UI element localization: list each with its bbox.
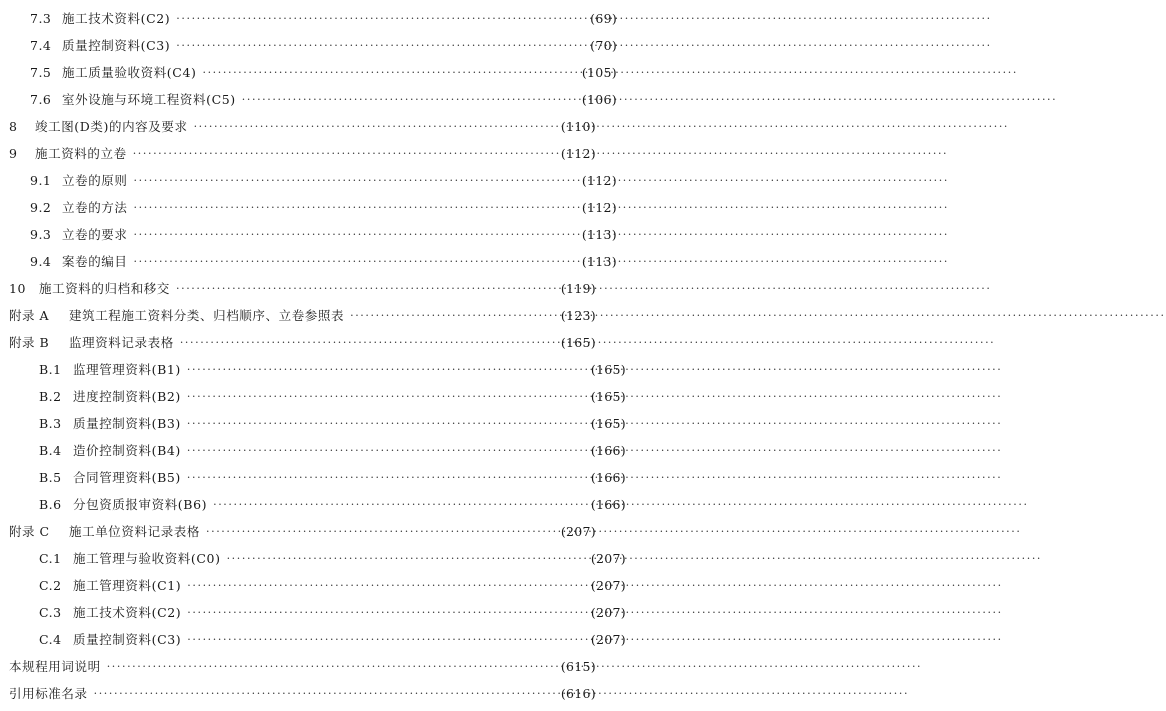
toc-entry-title: 施工资料的归档和移交 (39, 281, 171, 296)
dot-leader (242, 90, 567, 110)
toc-entry-title: 建筑工程施工资料分类、归档顺序、立卷参照表 (69, 308, 345, 323)
toc-entry-appendix-a[interactable] (0, 306, 604, 326)
toc-entry-number: B.4 (39, 443, 62, 458)
dot-leader (134, 171, 567, 191)
toc-entry-page: (105) (581, 65, 617, 80)
toc-entry-number: B.1 (39, 362, 62, 377)
toc-entry-cited-standards[interactable] (0, 684, 604, 704)
toc-entry-c-4[interactable] (0, 630, 634, 650)
toc-entry-page: (165) (590, 416, 626, 431)
toc-entry-number: B.6 (39, 497, 62, 512)
dot-leader (227, 549, 576, 569)
toc-entry-page: (207) (590, 578, 626, 593)
toc-entry-title: 合同管理资料(B5) (73, 470, 181, 485)
toc-entry-number: 7.5 (30, 65, 52, 80)
toc-entry-number: C.4 (39, 632, 62, 647)
toc-entry-title: 施工技术资料(C2) (62, 11, 171, 26)
toc-entry-appendix-b[interactable] (0, 333, 604, 353)
toc-entry-c-3[interactable] (0, 603, 634, 623)
toc-entry-b-4[interactable] (0, 441, 634, 461)
toc-entry-title: 竣工图(D类)的内容及要求 (35, 119, 188, 134)
toc-entry-number: 附录 C (9, 524, 50, 539)
dot-leader (187, 576, 576, 596)
toc-entry-page: (616) (560, 686, 596, 701)
toc-entry-b-1[interactable] (0, 360, 634, 380)
toc-entry-title: 施工资料的立卷 (35, 146, 127, 161)
toc-entry-page: (207) (590, 551, 626, 566)
dot-leader (206, 522, 546, 542)
toc-entry-page: (165) (560, 335, 596, 350)
dot-leader (134, 198, 567, 218)
dot-leader (107, 657, 546, 677)
toc-entry-number: B.3 (39, 416, 62, 431)
dot-leader (187, 360, 576, 380)
toc-entry-c-1[interactable] (0, 549, 634, 569)
toc-entry-page: (166) (590, 443, 626, 458)
toc-entry-title: 立卷的要求 (62, 227, 128, 242)
dot-leader (134, 225, 567, 245)
toc-entry-b-2[interactable] (0, 387, 634, 407)
toc-entry-number: B.2 (39, 389, 62, 404)
toc-entry-9-1[interactable] (0, 171, 625, 191)
toc-entry-b-6[interactable] (0, 495, 634, 515)
toc-entry-title: 进度控制资料(B2) (73, 389, 181, 404)
toc-entry-9-2[interactable] (0, 198, 625, 218)
toc-entry-page: (119) (560, 281, 596, 296)
toc-entry-title: 质量控制资料(C3) (73, 632, 182, 647)
toc-entry-title: 案卷的编目 (62, 254, 128, 269)
toc-entry-title: 立卷的方法 (62, 200, 128, 215)
dot-leader (187, 468, 576, 488)
toc-entry-b-5[interactable] (0, 468, 634, 488)
toc-entry-page: (207) (590, 605, 626, 620)
toc-entry-page: (112) (560, 146, 596, 161)
toc-entry-number: 9.1 (30, 173, 52, 188)
toc-entry-page: (166) (590, 470, 626, 485)
toc-entry-number: 10 (9, 281, 26, 296)
toc-entry-number: C.1 (39, 551, 62, 566)
dot-leader (187, 387, 576, 407)
toc-entry-page: (112) (581, 200, 617, 215)
toc-entry-title: 造价控制资料(B4) (73, 443, 181, 458)
dot-leader (187, 603, 576, 623)
toc-entry-number: 7.4 (30, 38, 52, 53)
toc-entry-c-2[interactable] (0, 576, 634, 596)
toc-entry-number: 9 (9, 146, 18, 161)
toc-entry-page: (165) (590, 389, 626, 404)
toc-entry-number: B.5 (39, 470, 62, 485)
toc-entry-page: (165) (590, 362, 626, 377)
toc-entry-number: C.2 (39, 578, 62, 593)
toc-entry-number: 9.3 (30, 227, 52, 242)
dot-leader (194, 117, 546, 137)
toc-entry-b-3[interactable] (0, 414, 634, 434)
dot-leader (134, 252, 567, 272)
dot-leader (213, 495, 576, 515)
toc-entry-page: (615) (560, 659, 596, 674)
dot-leader (133, 144, 546, 164)
toc-entry-7-3[interactable] (0, 9, 625, 29)
toc-entry-8[interactable] (0, 117, 604, 137)
toc-entry-number: 9.4 (30, 254, 52, 269)
toc-entry-page: (207) (590, 632, 626, 647)
toc-entry-number: 8 (9, 119, 18, 134)
toc-entry-number: 7.3 (30, 11, 52, 26)
toc-entry-number: C.3 (39, 605, 62, 620)
toc-entry-title: 质量控制资料(B3) (73, 416, 181, 431)
toc-entry-7-4[interactable] (0, 36, 625, 56)
toc-entry-appendix-c[interactable] (0, 522, 604, 542)
toc-entry-page: (112) (581, 173, 617, 188)
toc-entry-title: 监理管理资料(B1) (73, 362, 181, 377)
toc-entry-9-3[interactable] (0, 225, 625, 245)
toc-entry-7-5[interactable] (0, 63, 625, 83)
toc-entry-number: 9.2 (30, 200, 52, 215)
toc-entry-page: (69) (590, 11, 617, 26)
toc-entry-title: 施工管理资料(C1) (73, 578, 182, 593)
toc-entry-9[interactable] (0, 144, 604, 164)
toc-entry-number: 附录 B (9, 335, 50, 350)
toc-entry-title: 施工质量验收资料(C4) (62, 65, 197, 80)
dot-leader (202, 63, 567, 83)
dot-leader (350, 306, 546, 326)
dot-leader (176, 9, 567, 29)
toc-entry-page: (113) (581, 227, 617, 242)
dot-leader (94, 684, 546, 704)
dot-leader (176, 36, 567, 56)
toc-entry-9-4[interactable] (0, 252, 625, 272)
toc-entry-page: (70) (590, 38, 617, 53)
toc-entry-title: 施工单位资料记录表格 (69, 524, 201, 539)
toc-entry-title: 施工技术资料(C2) (73, 605, 182, 620)
toc-entry-title: 施工管理与验收资料(C0) (73, 551, 221, 566)
toc-entry-page: (123) (560, 308, 596, 323)
toc-entry-page: (113) (581, 254, 617, 269)
toc-entry-page: (110) (560, 119, 596, 134)
toc-entry-page: (106) (581, 92, 617, 107)
toc-entry-title: 室外设施与环境工程资料(C5) (62, 92, 236, 107)
toc-entry-title: 质量控制资料(C3) (62, 38, 171, 53)
toc-entry-title: 本规程用词说明 (9, 659, 101, 674)
toc-entry-number: 7.6 (30, 92, 52, 107)
toc-entry-page: (207) (560, 524, 596, 539)
toc-entry-terms-explanation[interactable] (0, 657, 604, 677)
toc-entry-number: 附录 A (9, 308, 50, 323)
dot-leader (176, 279, 546, 299)
toc-entry-10[interactable] (0, 279, 604, 299)
toc-entry-title: 分包资质报审资料(B6) (73, 497, 208, 512)
toc-entry-title: 引用标准名录 (9, 686, 88, 701)
dot-leader (187, 414, 576, 434)
toc-entry-title: 监理资料记录表格 (69, 335, 174, 350)
dot-leader (187, 630, 576, 650)
toc-entry-page: (166) (590, 497, 626, 512)
toc-entry-7-6[interactable] (0, 90, 625, 110)
dot-leader (187, 441, 576, 461)
dot-leader (180, 333, 546, 353)
toc-entry-title: 立卷的原则 (62, 173, 128, 188)
